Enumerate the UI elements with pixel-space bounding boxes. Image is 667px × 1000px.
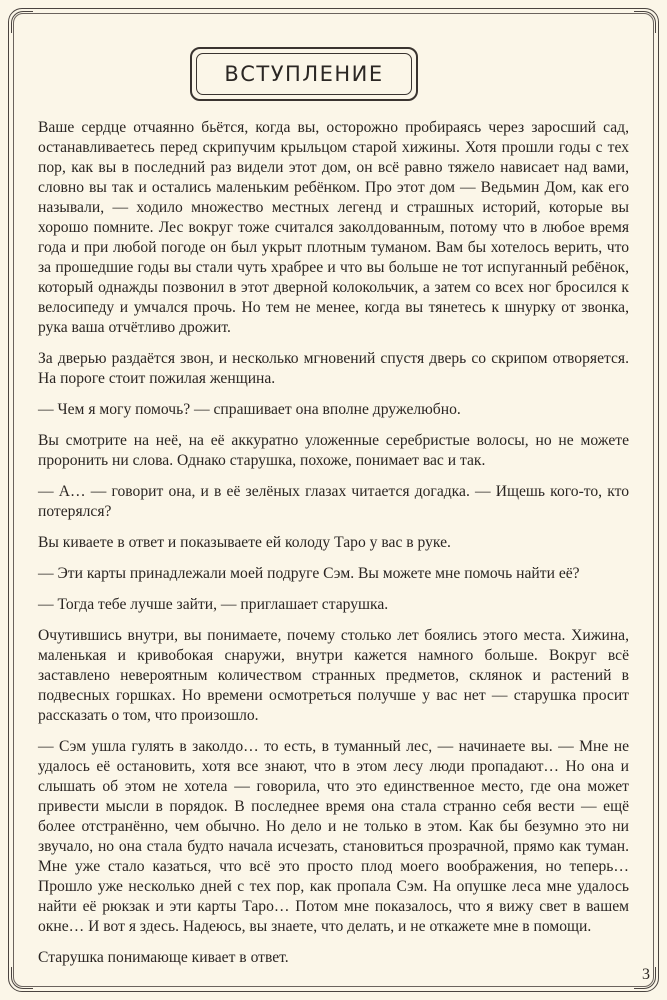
paragraph: Ваше сердце отчаянно бьётся, когда вы, осторожно пробираясь через заросший сад, останавливаетесь перед скрипучим крыльцом старой хижины. Хотя прошли годы с тех пор, как вы в последний раз видели этот дом, он всё равно тяжело нависает над вами, словно вы так и остались маленьким ребёнком. Про этот дом — Ведьмин Дом, как его называли, — ходило множество местных легенд и страшных историй, которые вы хорошо помните. Лес вокруг тоже считался заколдованным, потому что в любое время года и при любой погоде он был укрыт плотным туманом. Вам бы хотелось верить, что за прошедшие годы вы стали чуть храбрее и что вы больше не тот испуганный ребёнок, который однажды позвонил в этот дверной колокольчик, а затем со всех ног бросился к велосипеду и умчался прочь. Но тем не менее, когда вы тянетесь к шнурку от звонка, рука ваша отчётливо дрожит. <box>38 119 629 336</box>
page-number: 3 <box>642 966 650 983</box>
paragraph: — А… — говорит она, и в её зелёных глазах читается догадка. — Ищешь кого-то, кто потерялся? <box>38 483 629 520</box>
paragraph: Вы смотрите на неё, на её аккуратно уложенные серебристые волосы, но не можете проронить ни слова. Однако старушка, похоже, понимает вас и так. <box>38 432 629 469</box>
chapter-title-frame <box>190 47 418 101</box>
paragraph: За дверью раздаётся звон, и несколько мгновений спустя дверь со скрипом отворяется. На пороге стоит пожилая женщина. <box>38 350 629 387</box>
paragraph: Очутившись внутри, вы понимаете, почему столько лет боялись этого места. Хижина, маленькая и кривобокая снаружи, внутри кажется намного больше. Вокруг всё заставлено невероятным количеством странных предметов, склянок и растений в подвесных горшках. Но времени осмотреться получше у вас нет — старушка просит рассказать о том, что произошло. <box>38 627 629 724</box>
paragraph: — Чем я могу помочь? — спрашивает она вполне дружелюбно. <box>38 401 461 418</box>
body-text <box>38 118 629 979</box>
paragraph: — Эти карты принадлежали моей подруге Сэм. Вы можете мне помочь найти её? <box>38 565 580 582</box>
paragraph: — Сэм ушла гулять в заколдо… то есть, в туманный лес, — начинаете вы. — Мне не удалось её остановить, хотя все знают, что в этом лесу люди пропадают… Но она и слышать об этом не хотела — говорила, что это единственное место, где она может привести мысли в порядок. В последнее время она стала странно себя вести — ещё более отстранённо, чем обычно. Но дело и не только в этом. Как бы безумно это ни звучало, но она стала будто начала исчезать, становиться прозрачной, прямо как туман. Мне уже стало казаться, что всё это просто плод моего воображения, но теперь… Прошло уже несколько дней с тех пор, как пропала Сэм. На опушке леса мне удалось найти её рюкзак и эти карты Таро… Потом мне показалось, что я вижу свет в вашем окне… И вот я здесь. Надеюсь, вы знаете, что делать, и не откажете мне в помощи. <box>38 738 629 935</box>
paragraph: Старушка понимающе кивает в ответ. <box>38 949 289 966</box>
paragraph: Вы киваете в ответ и показываете ей колоду Таро у вас в руке. <box>38 534 451 551</box>
paragraph: — Тогда тебе лучше зайти, — приглашает старушка. <box>38 596 389 613</box>
chapter-title: ВСТУПЛЕНИЕ <box>224 62 384 86</box>
